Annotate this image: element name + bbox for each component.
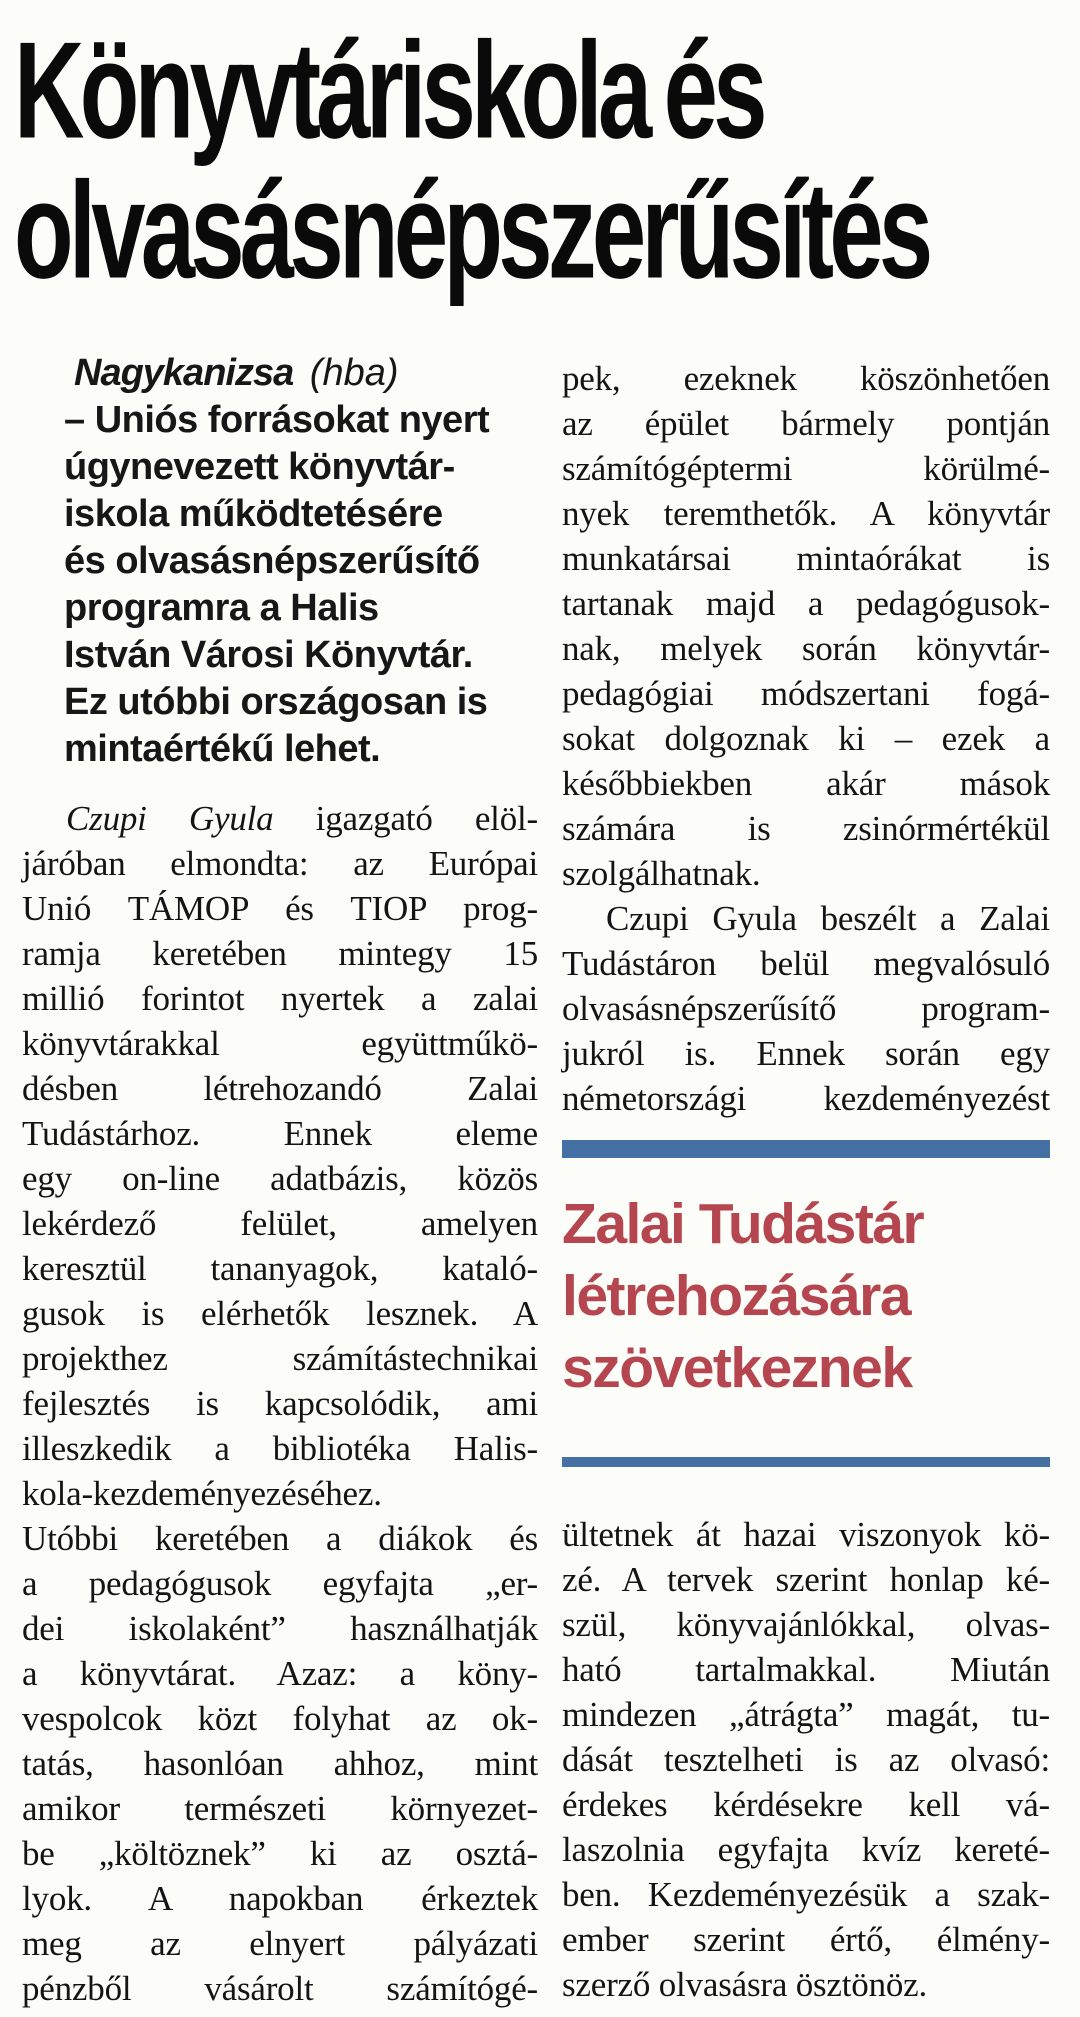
text-line: désben létrehozandó Zalai <box>22 1069 538 1108</box>
text-line: mindezen „átrágta” magát, tu- <box>562 1695 1050 1734</box>
text-line: – Uniós forrásokat nyert <box>64 399 490 441</box>
text-line: iskola működtetésére <box>64 493 443 535</box>
right-column-bottom <box>562 1512 1050 2007</box>
text-line: lekérdező felület, amelyen <box>22 1204 538 1243</box>
text-line: gusok is elérhetők lesznek. A <box>22 1294 538 1333</box>
text-line: pek, ezeknek köszönhetően <box>562 359 1050 398</box>
text-line: járóban elmondta: az Európai <box>22 844 538 883</box>
text-line: ramja keretében mintegy 15 <box>22 934 538 973</box>
text-line: és olvasásnépszerűsítő <box>64 540 480 582</box>
text-line: Tudástárhoz. Ennek eleme <box>22 1114 538 1153</box>
pullquote-rule-bottom <box>562 1457 1050 1467</box>
text-line: ható tartalmakkal. Miután <box>562 1650 1050 1689</box>
text-line: kola-kezdeményezéséhez. <box>22 1474 382 1513</box>
pullquote-line-3: szövetkeznek <box>562 1336 912 1400</box>
text-line: amikor természeti környezet- <box>22 1789 538 1828</box>
text-line: meg az elnyert pályázati <box>22 1924 538 1963</box>
lead-lines <box>64 397 516 773</box>
text-line: számítógéptermi körülmé- <box>562 449 1050 488</box>
headline-line-2: olvasásnépszerűsítés <box>14 154 929 308</box>
pullquote-heading <box>562 1188 923 1404</box>
text-line: millió forintot nyertek a zalai <box>22 979 538 1018</box>
text-line: németországi kezdeményezést <box>562 1079 1050 1118</box>
text-line: olvasásnépszerűsítő program- <box>562 989 1050 1028</box>
text-line: mintaértékű lehet. <box>64 728 381 770</box>
text-line: szerző olvasásra ösztönöz. <box>562 1965 928 2004</box>
text-line: úgynevezett könyvtár- <box>64 446 455 488</box>
text-line: tartanak majd a pedagógusok- <box>562 584 1050 623</box>
headline-line-1: Könyvtáriskola és <box>14 14 763 168</box>
text-line: Czupi Gyula beszélt a Zalai <box>606 899 1050 938</box>
text-line: könyvtárakkal együttműkö- <box>22 1024 538 1063</box>
text-line: ültetnek át hazai viszonyok kö- <box>562 1515 1050 1554</box>
text-line: munkatársai mintaórákat is <box>562 539 1050 578</box>
lead-paragraph <box>64 350 516 773</box>
pullquote-line-1: Zalai Tudástár <box>562 1192 924 1256</box>
text-line: szül, könyvajánlókkal, olvas- <box>562 1605 1050 1644</box>
text-line: pénzből vásárolt számítógé- <box>22 1969 538 2008</box>
text-line: ember szerint értő, élmény- <box>562 1920 1050 1959</box>
text-line: ben. Kezdeményezésük a szak- <box>562 1875 1050 1914</box>
text-line: a könyvtárat. Azaz: a köny- <box>22 1654 538 1693</box>
text-line: tatás, hasonlóan ahhoz, mint <box>22 1744 538 1783</box>
text-line: számára is zsinórmértékül <box>562 809 1050 848</box>
text-line: Unió TÁMOP és TIOP prog- <box>22 889 538 928</box>
text-line: Tudástáron belül megvalósuló <box>562 944 1050 983</box>
text-line: vespolcok közt folyhat az ok- <box>22 1699 538 1738</box>
left-column <box>22 796 538 2011</box>
text-line: pedagógiai módszertani fogá- <box>562 674 1050 713</box>
text-line: sokat dolgoznak ki – ezek a <box>562 719 1050 758</box>
right-column-top <box>562 356 1050 1121</box>
text-line: nak, melyek során könyvtár- <box>562 629 1050 668</box>
text-line: Utóbbi keretében a diákok és <box>22 1519 538 1558</box>
text-line: egy on-line adatbázis, közös <box>22 1159 538 1198</box>
text-line: István Városi Könyvtár. <box>64 634 473 676</box>
text-line: keresztül tananyagok, kataló- <box>22 1249 538 1288</box>
text-line: a pedagógusok egyfajta „er- <box>22 1564 538 1603</box>
text-line: Ez utóbbi országosan is <box>64 681 488 723</box>
text-line: az épület bármely pontján <box>562 404 1050 443</box>
dateline <box>74 350 516 397</box>
text-line: projekthez számítástechnikai <box>22 1339 538 1378</box>
text-line: szolgálhatnak. <box>562 854 761 893</box>
text-line: Czupi Gyula igazgató elöl- <box>66 799 538 838</box>
text-line: későbbiekben akár mások <box>562 764 1050 803</box>
text-line: lyok. A napokban érkeztek <box>22 1879 538 1918</box>
text-line: illeszkedik a bibliotéka Halis- <box>22 1429 538 1468</box>
pullquote-line-2: létrehozására <box>562 1264 911 1328</box>
text-line: zé. A tervek szerint honlap ké- <box>562 1560 1050 1599</box>
dateline-city: Nagykanizsa <box>74 352 294 394</box>
text-line: jukról is. Ennek során egy <box>562 1034 1050 1073</box>
text-line: programra a Halis <box>64 587 379 629</box>
text-line: érdekes kérdésekre kell vá- <box>562 1785 1050 1824</box>
text-line: laszolnia egyfajta kvíz kereté- <box>562 1830 1050 1869</box>
text-line: fejlesztés is kapcsolódik, ami <box>22 1384 538 1423</box>
byline: (hba) <box>309 352 399 394</box>
text-line: be „költöznek” ki az osztá- <box>22 1834 538 1873</box>
text-line: dását tesztelheti is az olvasó: <box>562 1740 1050 1779</box>
text-line: dei iskolaként” használhatják <box>22 1609 538 1648</box>
pullquote-rule-top <box>562 1140 1050 1158</box>
text-line: nyek teremthetők. A könyvtár <box>562 494 1050 533</box>
